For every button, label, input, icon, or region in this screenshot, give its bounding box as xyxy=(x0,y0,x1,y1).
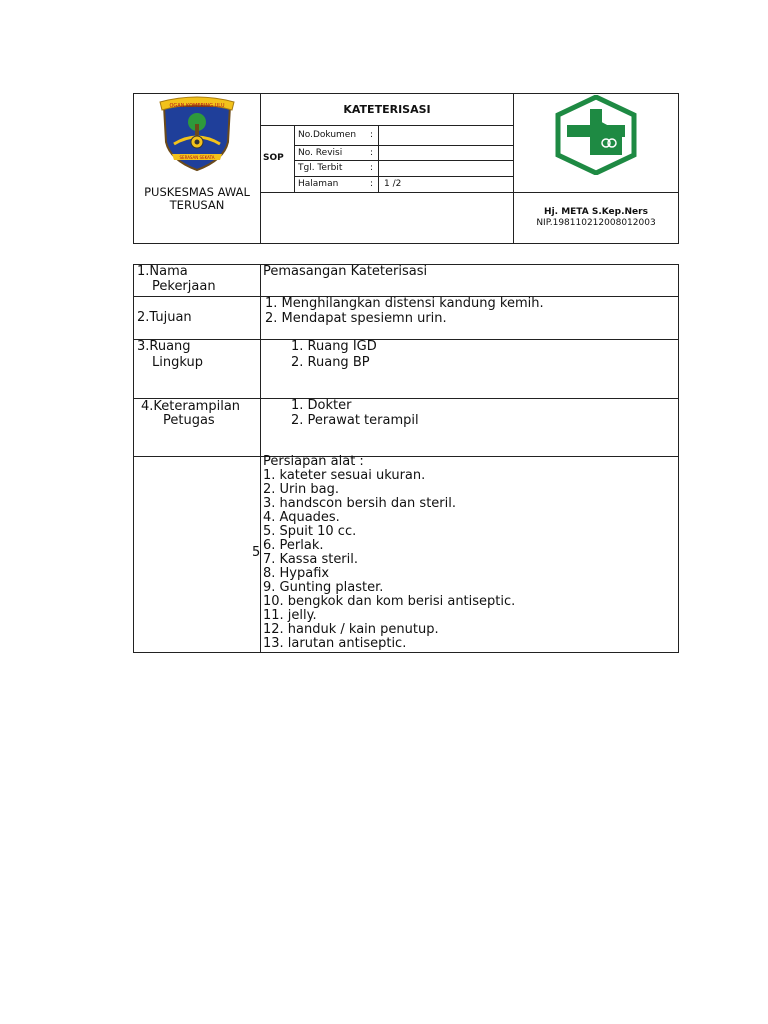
ruang-item: 1. Ruang IGD xyxy=(291,339,377,354)
list-item: 2. Urin bag. xyxy=(263,482,339,497)
row-label-5: 5 xyxy=(252,545,261,560)
org-name-line1: PUSKESMAS AWAL xyxy=(144,185,250,199)
meta-sep: : xyxy=(370,148,374,158)
list-item: 11. jelly. xyxy=(263,608,317,623)
row-label-petugas: Petugas xyxy=(163,413,215,428)
logo-text-bottom: SERASAN SEKATA xyxy=(179,155,215,160)
row-label-keterampilan: 4.Keterampilan xyxy=(141,399,241,414)
tujuan-item: 2. Mendapat spesiemn urin. xyxy=(265,311,447,326)
list-item: 5. Spuit 10 cc. xyxy=(263,524,357,539)
signer-nip: NIP.198110212008012003 xyxy=(536,218,656,228)
list-item: 7. Kassa steril. xyxy=(263,552,359,567)
petugas-item: 2. Perawat terampil xyxy=(291,413,419,428)
row-label-lingkup: Lingkup xyxy=(152,355,203,370)
meta-sep: : xyxy=(370,163,374,173)
meta-value-halaman: 1 /2 xyxy=(384,179,402,189)
logo-text-top: OGAN KOMERING ULU xyxy=(169,103,225,109)
list-item: 4. Aquades. xyxy=(263,510,340,525)
puskesmas-logo xyxy=(554,95,638,175)
row-label-ruang: 3.Ruang xyxy=(137,339,191,354)
row-label-pekerjaan: Pekerjaan xyxy=(152,279,216,294)
org-name-line2: TERUSAN xyxy=(169,198,225,212)
list-item: 9. Gunting plaster. xyxy=(263,580,384,595)
list-item: 6. Perlak. xyxy=(263,538,324,553)
petugas-item: 1. Dokter xyxy=(291,398,352,413)
tujuan-item: 1. Menghilangkan distensi kandung kemih. xyxy=(265,296,544,311)
meta-label-no-dokumen: No.Dokumen xyxy=(298,130,357,140)
list-item: 3. handscon bersih dan steril. xyxy=(263,496,456,511)
sop-label: SOP xyxy=(263,153,284,163)
meta-label-halaman: Halaman xyxy=(298,179,339,189)
document-title: KATETERISASI xyxy=(343,103,431,116)
row-label-tujuan: 2.Tujuan xyxy=(137,310,192,325)
meta-sep: : xyxy=(370,179,374,189)
meta-label-no-revisi: No. Revisi xyxy=(298,148,343,158)
list-item: 12. handuk / kain penutup. xyxy=(263,622,439,637)
list-item: 10. bengkok dan kom berisi antiseptic. xyxy=(263,594,516,609)
meta-sep: : xyxy=(370,130,374,140)
row-label-nama: 1.Nama xyxy=(137,264,188,279)
list-item: 8. Hypafix xyxy=(263,566,330,581)
regional-emblem-logo xyxy=(156,94,238,174)
persiapan-alat-list xyxy=(263,455,677,651)
row-content-nama: Pemasangan Kateterisasi xyxy=(263,264,428,279)
list-item: 1. kateter sesuai ukuran. xyxy=(263,468,426,483)
list-item: Persiapan alat : xyxy=(263,454,364,469)
meta-label-tgl-terbit: Tgl. Terbit xyxy=(298,163,343,173)
list-item: 13. larutan antiseptic. xyxy=(263,636,407,651)
signer-name: Hj. META S.Kep.Ners xyxy=(544,207,648,217)
ruang-item: 2. Ruang BP xyxy=(291,355,370,370)
